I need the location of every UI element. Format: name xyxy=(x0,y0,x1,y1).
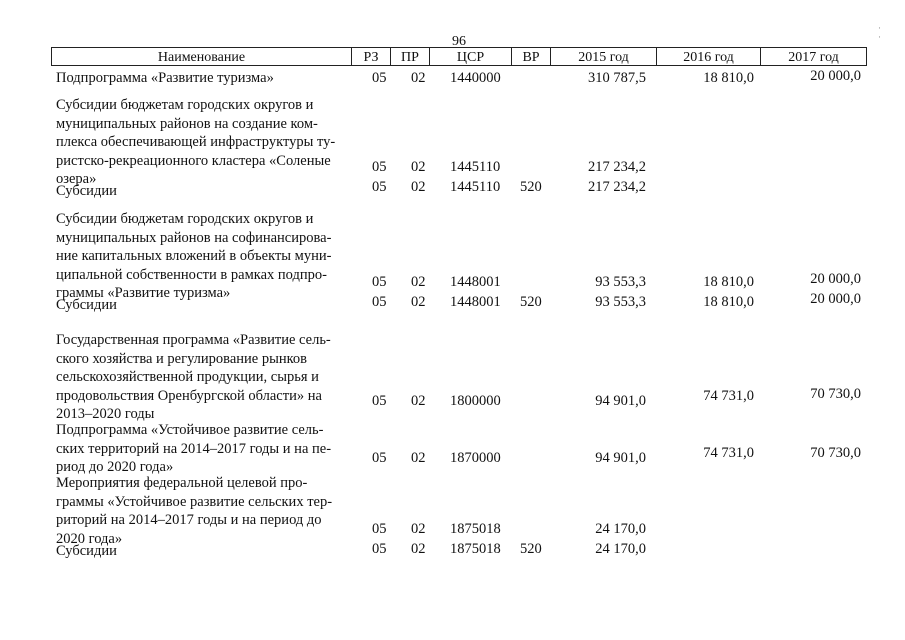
cell-2016: 18 810,0 xyxy=(703,70,754,86)
cell-csr: 1445110 xyxy=(450,159,501,175)
cell-2015: 93 553,3 xyxy=(595,274,646,290)
cell-pr: 02 xyxy=(411,541,426,557)
row-name-line: Подпрограмма «Развитие туризма» xyxy=(56,70,274,86)
cell-2015: 24 170,0 xyxy=(595,521,646,537)
cell-2017: 20 000,0 xyxy=(810,291,861,307)
cell-2016: 18 810,0 xyxy=(703,294,754,310)
row-name-line: ние капитальных вложений в объекты муни- xyxy=(56,248,332,264)
cell-csr: 1870000 xyxy=(450,450,501,466)
cell-rz: 05 xyxy=(372,70,387,86)
cell-2016: 74 731,0 xyxy=(703,445,754,461)
cell-2017: 20 000,0 xyxy=(810,271,861,287)
cell-pr: 02 xyxy=(411,450,426,466)
row-name-line: плекса обеспечивающей инфраструктуры ту- xyxy=(56,134,336,150)
cell-csr: 1875018 xyxy=(450,541,501,557)
row-name-line: 2020 года» xyxy=(56,530,123,547)
cell-2015: 24 170,0 xyxy=(595,541,646,557)
cell-2015: 94 901,0 xyxy=(595,393,646,409)
cell-pr: 02 xyxy=(411,393,426,409)
cell-2015: 310 787,5 xyxy=(588,70,646,86)
header-name: Наименование xyxy=(51,47,352,66)
cell-rz: 05 xyxy=(372,294,387,310)
cell-csr: 1445110 xyxy=(450,179,501,195)
row-name-line: сельскохозяйственной продукции, сырья и xyxy=(56,369,319,385)
cell-2015: 93 553,3 xyxy=(595,294,646,310)
cell-2015: 94 901,0 xyxy=(595,450,646,466)
row-name-line: Государственная программа «Развитие сель- xyxy=(56,332,331,348)
cell-rz: 05 xyxy=(372,159,387,175)
row-name-line: граммы «Устойчивое развитие сельских тер- xyxy=(56,493,333,510)
header-2016: 2016 год xyxy=(657,47,761,66)
cell-pr: 02 xyxy=(411,70,426,86)
cell-2016: 74 731,0 xyxy=(703,388,754,404)
header-vr: ВР xyxy=(512,47,551,66)
cell-rz: 05 xyxy=(372,541,387,557)
row-name-line: Субсидии бюджетам городских округов и xyxy=(56,97,314,113)
cell-csr: 1800000 xyxy=(450,393,501,409)
cell-vr: 520 xyxy=(520,541,542,557)
cell-2015: 217 234,2 xyxy=(588,159,646,175)
row-name-line: ских территорий на 2014–2017 годы и на пе- xyxy=(56,440,332,457)
cell-pr: 02 xyxy=(411,179,426,195)
cell-2017: 20 000,0 xyxy=(810,68,861,84)
header-2015: 2015 год xyxy=(551,47,657,66)
row-name-line: Субсидии xyxy=(56,183,117,199)
row-name-line: ского хозяйства и регулирование рынков xyxy=(56,350,308,367)
cell-pr: 02 xyxy=(411,159,426,175)
cell-2017: 70 730,0 xyxy=(810,386,861,402)
cell-pr: 02 xyxy=(411,294,426,310)
row-name-line: муниципальных районов на создание ком- xyxy=(56,115,318,132)
header-2017: 2017 год xyxy=(761,47,867,66)
cell-rz: 05 xyxy=(372,521,387,537)
table-header xyxy=(51,47,867,67)
row-name-line: ципальной собственности в рамках подпро- xyxy=(56,266,327,283)
scan-margin-mark: · · xyxy=(878,23,881,42)
row-name-line: ристско-рекреационного кластера «Соленые xyxy=(56,152,331,169)
cell-2017: 70 730,0 xyxy=(810,445,861,461)
cell-pr: 02 xyxy=(411,521,426,537)
cell-vr: 520 xyxy=(520,179,542,195)
header-pr: ПР xyxy=(391,47,430,66)
cell-csr: 1440000 xyxy=(450,70,501,86)
cell-csr: 1448001 xyxy=(450,294,501,310)
row-name-line: Субсидии xyxy=(56,543,117,559)
cell-2015: 217 234,2 xyxy=(588,179,646,195)
row-name-line: озера» xyxy=(56,171,97,187)
row-name-line: риод до 2020 года» xyxy=(56,459,174,475)
cell-vr: 520 xyxy=(520,294,542,310)
cell-rz: 05 xyxy=(372,450,387,466)
header-rz: РЗ xyxy=(352,47,391,66)
cell-2016: 18 810,0 xyxy=(703,274,754,290)
row-name-line: Субсидии бюджетам городских округов и xyxy=(56,211,314,227)
row-name-line: 2013–2020 годы xyxy=(56,406,155,422)
row-name-line: Субсидии xyxy=(56,297,117,313)
row-name-line: Подпрограмма «Устойчивое развитие сель- xyxy=(56,422,324,438)
row-name-line: риторий на 2014–2017 годы и на период до xyxy=(56,512,322,528)
cell-csr: 1448001 xyxy=(450,274,501,290)
cell-rz: 05 xyxy=(372,393,387,409)
cell-rz: 05 xyxy=(372,274,387,290)
page-number: 96 xyxy=(452,34,466,49)
row-name-line: граммы «Развитие туризма» xyxy=(56,285,231,301)
cell-rz: 05 xyxy=(372,179,387,195)
header-csr: ЦСР xyxy=(430,47,512,66)
cell-pr: 02 xyxy=(411,274,426,290)
cell-csr: 1875018 xyxy=(450,521,501,537)
row-name-line: продовольствия Оренбургской области» на xyxy=(56,387,322,404)
row-name-line: муниципальных районов на софинансирова- xyxy=(56,229,332,246)
row-name-line: Мероприятия федеральной целевой про- xyxy=(56,475,308,491)
